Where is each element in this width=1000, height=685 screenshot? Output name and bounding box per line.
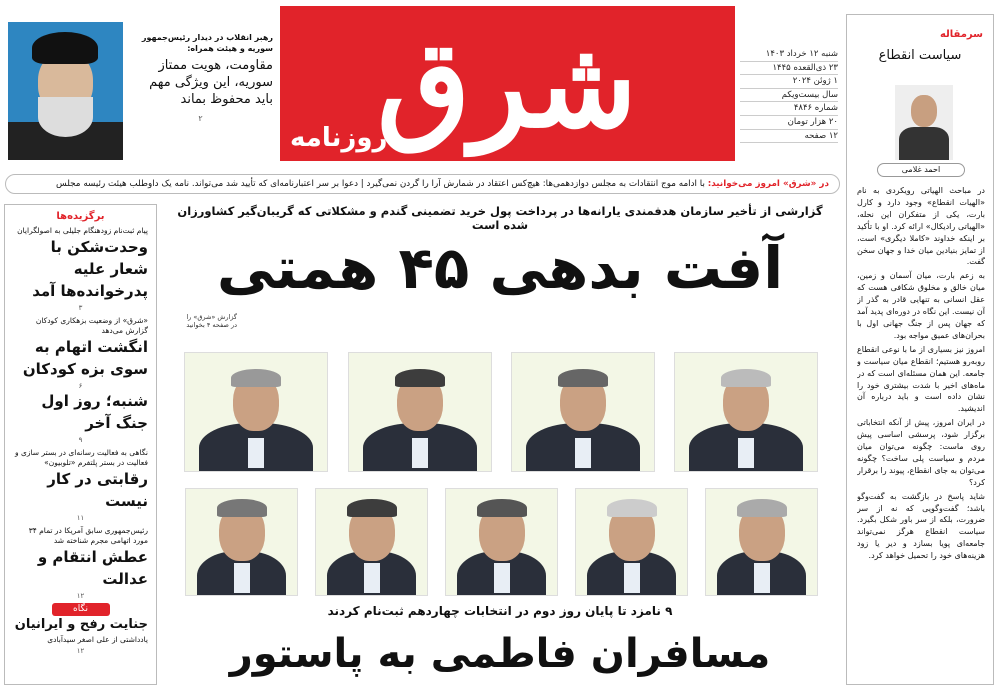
editorial-paragraph: در ایران امروز، پیش از آنکه انتخاباتی برگزار شود، پرسشی اساسی پیش روی ماست: چگونه می‌توان میان مردم و سیاست پلی ساخت؟ چگونه می‌توان به جای انقطاع، پیوند را برقرار کرد؟ [857,418,985,487]
candidate-photo [184,352,328,472]
main-kicker: گزارشی از تأخیر سازمان هدفمندی یارانه‌ها در پرداخت پول خرید تضمینی گندم و مشکلاتی که گریبان‌گیر کشاورزان شده است [177,204,823,232]
candidate-photo [575,488,688,596]
ticker-label: در «شرق» امروز می‌خوانید: [707,179,829,189]
highlight-title: انگشت اتهام به سوی بزه کودکان [22,338,148,378]
highlight-kicker: «شرق» از وضعیت بزهکاری کودکان گزارش می‌دهد [35,316,148,335]
photo-note: گزارش «شرق» را در صفحه ۴ بخوانید [186,313,237,329]
candidate-photo [674,352,818,472]
editorial-paragraph: شاید پاسخ در بازگشت به گفت‌وگو باشد؛ گفت‌وگویی که نه از سر ضرورت، بلکه از سر باور شکل بگیرد. سیاست انقطاع هرگز نمی‌تواند جامعه‌ای پویا بسازد و دیر یا زود هزینه‌های خود را تحمیل خواهد کرد. [857,491,985,561]
page-number: ۳ [78,304,83,312]
ticker-bar [5,174,840,194]
editorial-paragraph: امروز نیز بسیاری از ما با نوعی انقطاع روبه‌رو هستیم؛ انقطاع میان سیاست و جامعه. این همان مسئله‌ای است که در ماه‌های اخیر با شدت بیشتری خود را نشان داده است و باید درباره آن اندیشید. [857,344,985,414]
highlights-label: برگزیده‌ها [56,211,105,222]
editorial-column [846,14,994,685]
masthead-subtitle: روزنامه [290,123,388,153]
issue-date-gregorian: ۱ ژوئن ۲۰۲۴ [740,75,838,89]
masthead [280,6,735,161]
negah-byline: یادداشتی از علی اصغر سیدآبادی [47,635,148,644]
page-number: ۱۲ [76,647,85,655]
highlight-item[interactable] [5,226,156,312]
negah-item[interactable] [5,616,156,655]
issue-year: سال بیست‌ویکم [740,89,838,103]
candidate-photo [185,488,298,596]
author-photo [895,85,953,160]
negah-title: جنایت رفح و ایرانیان [14,617,148,632]
highlight-title: عطش انتقام و عدالت [37,548,148,588]
page-number: ۶ [78,382,83,390]
highlight-item[interactable] [5,448,156,522]
editorial-title[interactable]: سیاست انقطاع [878,48,962,63]
author-name: احمد غلامی [877,163,965,177]
page-number: ۱۱ [76,514,85,522]
leader-story[interactable] [128,32,273,123]
main-headline[interactable]: آفت بدهی ۴۵ همتی [216,234,784,302]
editorial-paragraph: به زعم بارت، میان آسمان و زمین، میان خالق و مخلوق شکافی هست که عقل انسانی به تنهایی قادر به گذر از آن نیست. این نگاه در دوره‌ای پدید آمد که جهان پس از جنگ جهانی اول با بحران‌های عمیق مواجه بود. [857,271,985,340]
sub-kicker: ۹ نامزد تا پایان روز دوم در انتخابات چهاردهم ثبت‌نام کردند [327,604,673,618]
leader-kicker: رهبر انقلاب در دیدار رئیس‌جمهور سوریه و هیئت همراه: [141,33,273,53]
leader-title: مقاومت، هویت ممتاز سوریه، این ویژگی مهم باید محفوظ بماند [149,58,273,107]
issue-pages: ۱۲ صفحه [740,130,838,144]
highlight-title: وحدت‌شکن با شعار علیه پدرخوانده‌ها آمد [32,238,148,300]
highlight-title: شنبه؛ روز اول جنگ آخر [41,392,148,432]
editorial-body [857,185,985,685]
editorial-label: سرمقاله [939,29,983,40]
masthead-logo: شرق [377,14,637,155]
sub-headline[interactable]: مسافران فاطمی به پاستور [229,631,771,677]
issue-date-hijri: ۲۳ ذی‌القعده ۱۴۴۵ [740,62,838,76]
ticker-text: با ادامه موج انتقادات به مجلس دوازدهمی‌ها: هیچ‌کس اعتقاد در شمارش آرا را گردن نمی‌گیرد | دعوا بر سر اعتبارنامه‌ای که تأیید شد می‌تواند. نامه یک داوطلب هیئت رئیسه مجلس [56,179,705,189]
highlight-kicker: رئیس‌جمهوری سابق آمریکا در تمام ۳۴ مورد اتهامی مجرم شناخته شد [28,526,148,545]
highlight-kicker: نگاهی به فعالیت رسانه‌ای در بستر سازی و فعالیت در بستر پلتفرم «تلوبیون» [15,448,148,467]
negah-label: نگاه [52,603,110,616]
candidate-photo [445,488,558,596]
issue-info [740,48,838,143]
candidate-photo [511,352,655,472]
issue-date-shamsi: شنبه ۱۲ خرداد ۱۴۰۳ [740,48,838,62]
leader-photo [8,22,123,160]
candidate-photo [705,488,818,596]
highlight-item[interactable] [5,316,156,390]
highlight-item[interactable] [5,390,156,444]
issue-number: شماره ۴۸۴۶ [740,102,838,116]
candidate-photo [315,488,428,596]
highlight-kicker: پیام ثبت‌نام زودهنگام جلیلی به اصولگرایان [17,226,148,235]
highlight-title: رقابتی در کار نیست [47,470,148,510]
page-number: ۱۲ [76,592,85,600]
candidate-photo [348,352,492,472]
highlight-item[interactable] [5,526,156,600]
editorial-paragraph: در مباحث الهیاتی رویکردی به نام «الهیات انقطاع» وجود دارد و کارل بارت، یکی از متفکران این نحله، «الهیاتی رادیکال» ارائه کرد. او با تأکید بر اینکه خداوند «کاملا دیگری» است، از تمایز بنیادین میان خدا و جهان سخن گفت. [857,186,985,267]
issue-price: ۲۰ هزار تومان [740,116,838,130]
page-number: ۹ [78,436,83,444]
highlights-column [4,204,157,685]
page-number: ۲ [198,114,203,123]
